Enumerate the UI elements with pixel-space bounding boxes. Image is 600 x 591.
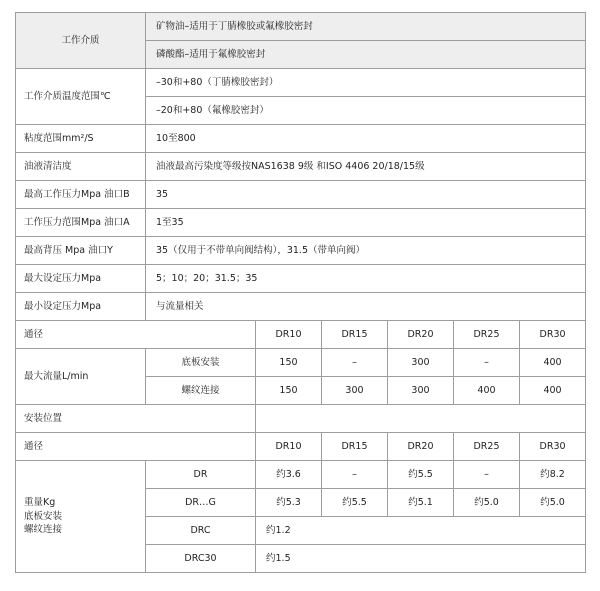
min-set-pressure-value [146, 293, 586, 321]
cell-text: 5；10；20；31.5；35 [156, 272, 258, 284]
weight-size-header-dr20 [388, 433, 454, 461]
row-label-text: 最高工作压力Mpa 油口B [24, 188, 130, 200]
cell-text: 约5.5 [408, 468, 433, 480]
cell-text: 底板安装 [181, 356, 220, 368]
cell-text: DR10 [275, 440, 302, 452]
working-medium-value-2 [146, 41, 586, 69]
size-header-dr10 [256, 321, 322, 349]
row-label-text: 最大流量L/min [24, 370, 89, 382]
table-row [16, 237, 586, 265]
cell-text: 400 [477, 384, 496, 396]
max-working-pressure-b-value [146, 181, 586, 209]
weight-size-header-dr15 [322, 433, 388, 461]
flow-thread-dr30 [520, 377, 586, 405]
row-label-text: 最小设定压力Mpa [24, 300, 102, 312]
table-row [16, 265, 586, 293]
working-medium-value-1 [146, 13, 586, 41]
table-row [16, 433, 586, 461]
size-header-dr15 [322, 321, 388, 349]
sub-label-dr [146, 461, 256, 489]
cell-text: –30和+80（丁腈橡胶密封） [156, 76, 279, 88]
row-label-mounting-position [16, 405, 256, 433]
cell-text: DR20 [407, 328, 434, 340]
max-set-pressure-value [146, 265, 586, 293]
row-label-working-medium [16, 13, 146, 69]
cell-text: 150 [279, 384, 298, 396]
cell-text: 约5.3 [276, 496, 301, 508]
cell-text: DR…G [185, 496, 216, 508]
row-label-min-set-pressure [16, 293, 146, 321]
table-row [16, 321, 586, 349]
max-back-pressure-y-value [146, 237, 586, 265]
table-row [16, 293, 586, 321]
cell-text: 300 [411, 356, 430, 368]
row-label-text: 工作介质 [61, 34, 100, 46]
viscosity-value [146, 125, 586, 153]
table-row [16, 461, 586, 489]
table-row [16, 209, 586, 237]
cell-text: 约5.0 [474, 496, 499, 508]
weight-size-header-dr10 [256, 433, 322, 461]
sub-label-threaded [146, 377, 256, 405]
cell-text: DRC [190, 524, 211, 536]
cell-text: 10至800 [156, 132, 196, 144]
row-label-text [16, 491, 145, 542]
weight-drg-dr20 [388, 489, 454, 517]
weight-dr-dr20 [388, 461, 454, 489]
table-row [16, 349, 586, 377]
cell-text: 300 [345, 384, 364, 396]
row-label-max-working-pressure-b [16, 181, 146, 209]
cell-text: 螺纹连接 [181, 384, 220, 396]
weight-drg-dr30 [520, 489, 586, 517]
row-label-text: 工作压力范围Mpa 油口A [24, 216, 130, 228]
flow-plate-dr20 [388, 349, 454, 377]
cell-text: DR25 [473, 440, 500, 452]
flow-thread-dr20 [388, 377, 454, 405]
row-label-size-flow [16, 321, 256, 349]
sub-label-drc30 [146, 545, 256, 573]
cell-text: – [352, 356, 357, 368]
weight-label-line-3: 螺纹连接 [24, 524, 63, 536]
cell-text: DR10 [275, 328, 302, 340]
cell-text [256, 414, 585, 424]
row-label-fluid-cleanliness [16, 153, 146, 181]
row-label-weight [16, 461, 146, 573]
sub-label-plate-mounting [146, 349, 256, 377]
cell-text: 矿物油–适用于丁腈橡胶或氟橡胶密封 [156, 20, 313, 32]
cell-text: DRC30 [184, 552, 217, 564]
cell-text: 约1.2 [266, 524, 291, 536]
cell-text: 约1.5 [266, 552, 291, 564]
row-label-text: 最大设定压力Mpa [24, 272, 102, 284]
cell-text: DR20 [407, 440, 434, 452]
cell-text: 约5.0 [540, 496, 565, 508]
row-label-working-pressure-range-a [16, 209, 146, 237]
row-label-size-weight [16, 433, 256, 461]
weight-drc30-value [256, 545, 586, 573]
row-label-text: 通径 [24, 440, 44, 452]
weight-label-line-1: 重量Kg [24, 496, 56, 508]
cell-text: 约8.2 [540, 468, 565, 480]
row-label-text: 最高背压 Mpa 油口Y [24, 244, 113, 256]
size-header-dr25 [454, 321, 520, 349]
cell-text: 磷酸酯–适用于氟橡胶密封 [156, 48, 266, 60]
row-label-text: 通径 [24, 328, 44, 340]
row-label-max-set-pressure [16, 265, 146, 293]
cell-text: 约5.5 [342, 496, 367, 508]
cell-text: 约3.6 [276, 468, 301, 480]
cell-text: DR25 [473, 328, 500, 340]
flow-plate-dr30 [520, 349, 586, 377]
cell-text: 约5.1 [408, 496, 433, 508]
fluid-cleanliness-value [146, 153, 586, 181]
cell-text: 300 [411, 384, 430, 396]
cell-text: 1至35 [156, 216, 184, 228]
cell-text: – [352, 468, 357, 480]
cell-text: DR30 [539, 440, 566, 452]
flow-plate-dr15 [322, 349, 388, 377]
table-row [16, 405, 586, 433]
cell-text: 35（仅用于不带单向阀结构），31.5（带单向阀） [156, 244, 365, 256]
flow-thread-dr10 [256, 377, 322, 405]
cell-text: 与流量相关 [156, 300, 204, 312]
table-row [16, 181, 586, 209]
weight-drg-dr15 [322, 489, 388, 517]
weight-size-header-dr30 [520, 433, 586, 461]
weight-drc-value [256, 517, 586, 545]
weight-drg-dr25 [454, 489, 520, 517]
cell-text: DR [193, 468, 208, 480]
row-label-text: 粘度范围mm²/S [24, 132, 94, 144]
table-row [16, 13, 586, 41]
row-label-max-back-pressure-y [16, 237, 146, 265]
sub-label-dr-g [146, 489, 256, 517]
mounting-position-value [256, 405, 586, 433]
cell-text: 150 [279, 356, 298, 368]
flow-plate-dr10 [256, 349, 322, 377]
size-header-dr20 [388, 321, 454, 349]
table-row [16, 69, 586, 97]
cell-text: –20和+80（氟橡胶密封） [156, 104, 269, 116]
weight-size-header-dr25 [454, 433, 520, 461]
sub-label-drc [146, 517, 256, 545]
cell-text: 35 [156, 188, 169, 200]
working-pressure-range-a-value [146, 209, 586, 237]
temperature-value-1 [146, 69, 586, 97]
row-label-text: 安装位置 [24, 412, 63, 424]
weight-drg-dr10 [256, 489, 322, 517]
row-label-text: 油液清洁度 [24, 160, 72, 172]
row-label-max-flow [16, 349, 146, 405]
specification-table [15, 12, 586, 573]
row-label-temperature-range [16, 69, 146, 125]
weight-dr-dr25 [454, 461, 520, 489]
row-label-text: 工作介质温度范围℃ [24, 90, 111, 102]
weight-dr-dr30 [520, 461, 586, 489]
weight-dr-dr10 [256, 461, 322, 489]
cell-text: 400 [543, 384, 562, 396]
cell-text: 油液最高污染度等级按NAS1638 9级 和ISO 4406 20/18/15级 [156, 160, 425, 172]
temperature-value-2 [146, 97, 586, 125]
cell-text: – [484, 468, 489, 480]
cell-text: DR15 [341, 328, 368, 340]
table-row [16, 153, 586, 181]
weight-label-line-2: 底板安装 [24, 510, 63, 522]
weight-dr-dr15 [322, 461, 388, 489]
cell-text: DR15 [341, 440, 368, 452]
row-label-viscosity-range [16, 125, 146, 153]
cell-text: 400 [543, 356, 562, 368]
cell-text: DR30 [539, 328, 566, 340]
flow-thread-dr25 [454, 377, 520, 405]
table-row [16, 125, 586, 153]
size-header-dr30 [520, 321, 586, 349]
cell-text: – [484, 356, 489, 368]
flow-plate-dr25 [454, 349, 520, 377]
flow-thread-dr15 [322, 377, 388, 405]
